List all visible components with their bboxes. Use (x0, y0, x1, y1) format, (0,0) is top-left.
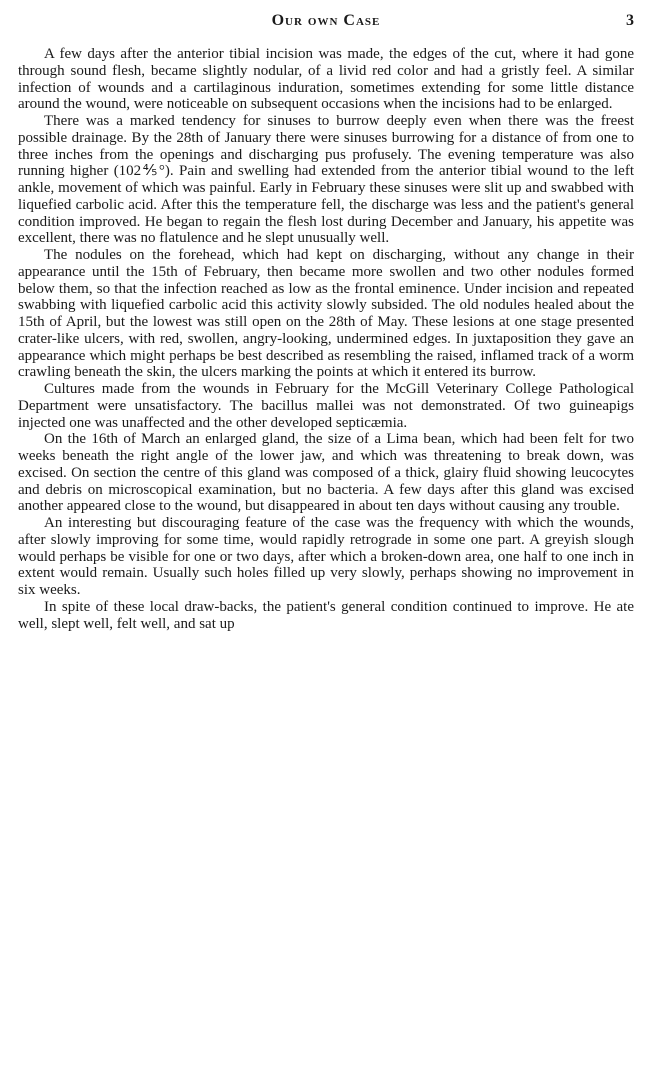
running-title: Our own Case (271, 12, 381, 29)
paragraph-wound-nodules: A few days after the anterior tibial incision was made, the edges of the cut, where it had gone through sound flesh, became slightly nodular, of a livid red color and had a gristly feel. A similar infection of wounds and a cartilaginous induration, sometimes extending for some little distance around the wound, were noticeable on subsequent occasions when the incisions had to be enlarged. (18, 46, 634, 113)
page-number: 3 (626, 12, 634, 29)
paragraph-enlarged-gland: On the 16th of March an enlarged gland, the size of a Lima bean, which had been felt for two weeks beneath the right angle of the lower jaw, and which was threatening to break down, was excised. On section the centre of this gland was composed of a thick, glairy fluid showing leucocytes and debris on microscopical examination, but no bacteria. A few days after this gland was excised another appeared close to the wound, but disappeared in about ten days without causing any trouble. (18, 431, 634, 515)
paragraph-forehead-nodules: The nodules on the forehead, which had kept on discharging, without any change in their appearance until the 15th of February, then became more swollen and two other nodules formed below them, so that the infection reached as low as the frontal eminence. Under incision and repeated swabbing with liquefied carbolic acid this activity slowly subsided. The old nodules healed about the 15th of April, but the lowest was still open on the 28th of May. These lesions at one stage presented crater-like ulcers, with red, swollen, angry-looking, undermined edges. In juxtaposition they gave an appearance which might perhaps be best described as resembling the raised, inflamed track of a worm crawling beneath the skin, the ulcers marking the points at which it entered its burrow. (18, 247, 634, 381)
document-page (18, 8, 634, 1060)
paragraph-cultures: Cultures made from the wounds in February for the McGill Veterinary College Pathological Department were unsatisfactory. The bacillus mallei was not demonstrated. Of two guineapigs injected one was unaffected and the other developed septicæmia. (18, 381, 634, 431)
paragraph-retrograde-wounds: An interesting but discouraging feature of the case was the frequency with which the wounds, after slowly improving for some time, would rapidly retrograde in some one part. A greyish slough would perhaps be visible for one or two days, after which a broken-down area, one half to one inch in extent would remain. Usually such holes filled up very slowly, perhaps showing no improvement in six weeks. (18, 515, 634, 598)
paragraph-sinuses: There was a marked tendency for sinuses to burrow deeply even when there was the freest possible drainage. By the 28th of January there were sinuses burrowing for a distance of from one to three inches from the openings and discharging pus profusely. The evening temperature was also running higher (102⅘°). Pain and swelling had extended from the anterior tibial wound to the left ankle, movement of which was painful. Early in February these sinuses were slit up and swabbed with liquefied carbolic acid. After this the temperature fell, the discharge was less and the patient's general condition improved. He began to regain the flesh lost during December and January, his appetite was excellent, there was no flatulence and he slept unusually well. (18, 113, 634, 247)
body-text (18, 46, 634, 632)
paragraph-general-condition: In spite of these local draw-backs, the patient's general condition continued to improve. He ate well, slept well, felt well, and sat up (18, 598, 634, 632)
page-header (18, 8, 634, 38)
